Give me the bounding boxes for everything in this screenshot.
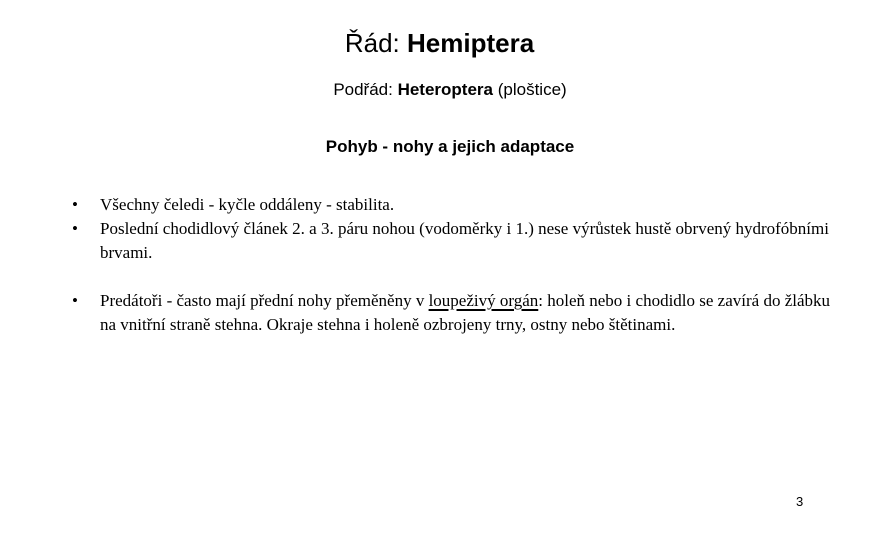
bullet-text-before: Predátoři - často mají přední nohy přeměněny v (100, 291, 429, 310)
section-heading: Pohyb - nohy a jejich adaptace (325, 137, 575, 156)
underlined-term: loupeživý orgán (428, 291, 539, 310)
bullet-text: Poslední chodidlový článek 2. a 3. páru nohou (vodoměrky i 1.) nese výrůstek hustě obrvený hydrofóbními brvami. (100, 219, 829, 262)
subtitle-prefix: Podřád: (333, 80, 398, 99)
bullet-dot: • (72, 291, 78, 310)
page-number: 3 (796, 494, 804, 509)
title-prefix: Řád: (344, 28, 407, 58)
bullet-dot: • (72, 195, 78, 214)
bullet-item (72, 193, 832, 217)
subtitle-suborder-name: Heteroptera (397, 80, 493, 99)
bullet-item (72, 289, 832, 337)
bullet-list (72, 193, 832, 337)
bullet-text-after: : holeň nebo i chodidlo se zavírá do žlábku na vnitřní straně stehna. Okraje stehna i holeně ozbrojeny trny, ostny nebo štětinami. (100, 291, 831, 334)
slide-subtitle (0, 79, 879, 101)
slide-title (0, 27, 879, 59)
title-order-name: Hemiptera (407, 28, 535, 58)
subtitle-suffix: (ploštice) (493, 80, 567, 99)
bullet-text (100, 291, 830, 334)
bullet-dot: • (72, 219, 78, 238)
bullet-text: Všechny čeledi - kyčle oddáleny - stabilita. (100, 195, 395, 214)
bullet-item (72, 217, 832, 265)
